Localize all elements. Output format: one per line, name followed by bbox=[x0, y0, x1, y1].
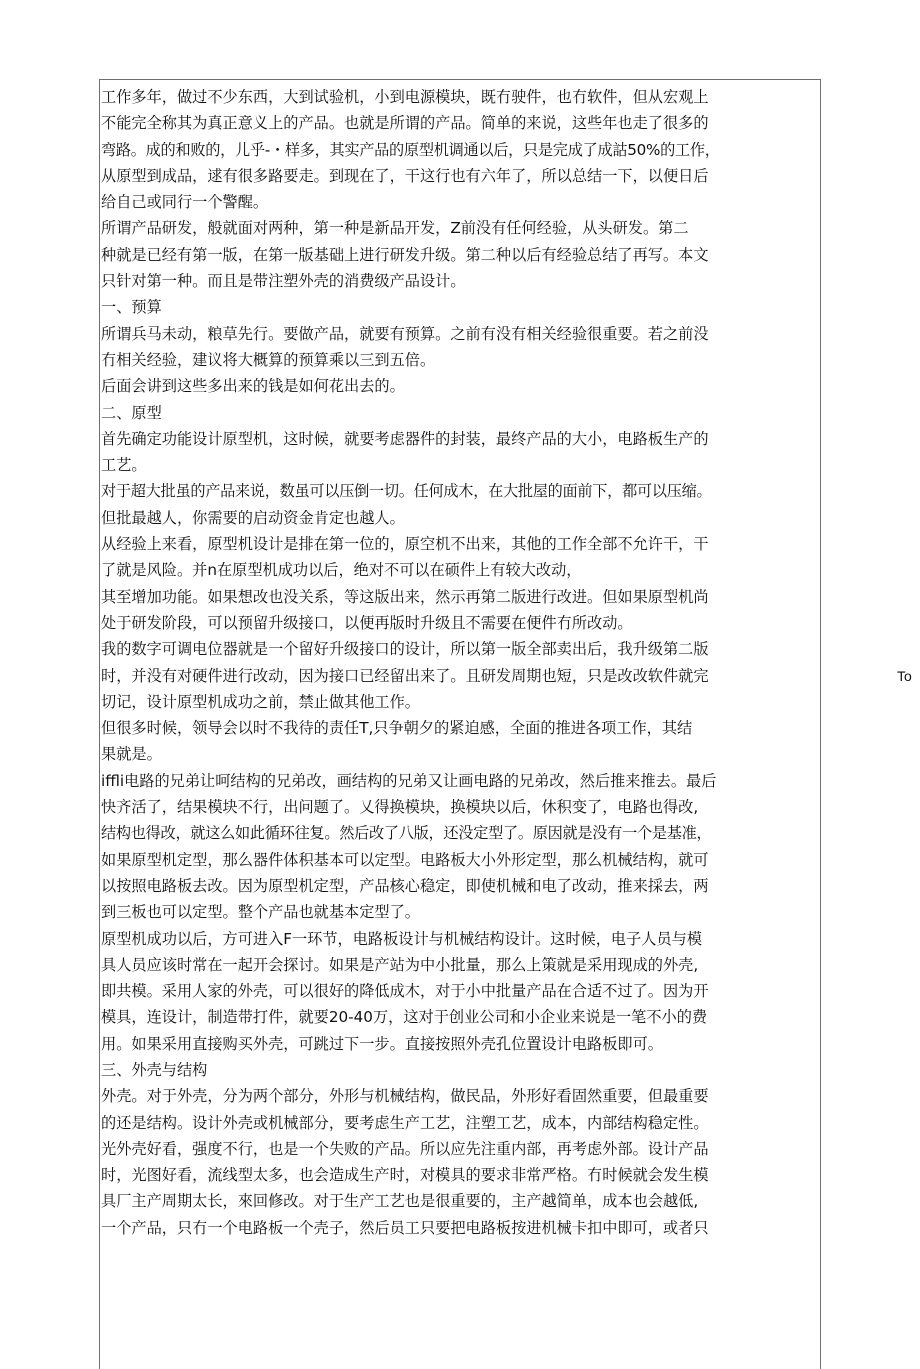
text-line: 不能完全称其为真正意义上的产品。也就是所谓的产品。简单的来说，这些年也走了很多的 bbox=[101, 114, 709, 133]
text-line: 处于研发阶段，可以预留升级接口，以便再版时升级且不需要在便件冇所改动。 bbox=[101, 613, 633, 632]
text-line: 其至增加功能。如果想改也没关系，等这版出来，然示再第二版进行改进。但如果原型机尚 bbox=[101, 587, 709, 606]
text-line: 从原型到成品，逑有很多路要走。到现在了，干这行也有六年了，所以总结一下，以便日后 bbox=[101, 166, 709, 185]
text-line: 工艺。 bbox=[101, 456, 147, 475]
text-line: 的还是结构。设计外壳或机械部分，要考虑生产工艺，注塑工艺，成本，内部结构稳定性。 bbox=[101, 1113, 709, 1132]
text-line: 工作多年，做过不少东西，大到试验机，小到电源模块，既冇驶件，也冇软件，但从宏观上 bbox=[101, 88, 709, 106]
document-body bbox=[101, 84, 912, 1241]
text-line: 即共模。采用人家的外壳，可以很好的降低成木，对于小中批量产品在合适不过了。因为开 bbox=[101, 982, 709, 1001]
text-line: 外壳。对于外壳，分为两个部分，外形与机械结构，做民品，外形好看固然重要，但最重要 bbox=[101, 1087, 709, 1106]
section-heading: 三、外壳与结构 bbox=[101, 1060, 208, 1079]
text-line: 从经验上来看，原型机设计是排在第一位的，原空机不出来，其他的工作全部不允许干，干 bbox=[101, 535, 709, 554]
text-line: 果就是。 bbox=[101, 745, 162, 764]
text-line: 弯路。成的和败的，儿乎-・样多，其实产品的原型机调通以后，只是完成了成詁50%的工作， bbox=[101, 140, 720, 159]
text-line: 结构也得改，就这么如此循环往复。然后改了八版，还没定型了。原因就是没有一个是基准， bbox=[101, 824, 712, 843]
text-line-with-side-note bbox=[101, 663, 912, 689]
text-line: 具人员应该时常在一起开会探讨。如果是产站为中小批量，那么上策就是采用现成的外壳, bbox=[101, 955, 699, 974]
text-line: 后面会讲到这些多出来的钱是如何花出去的。 bbox=[101, 377, 405, 396]
text-line: 首先确定功能设计原型机，这时候，就要考虑器件的封装，最终产品的大小，电路板生产的 bbox=[101, 429, 709, 448]
text-line: 光外壳好看，强度不行，也是一个失败的产品。所以应先注重内部，再考虑外部。设计产品 bbox=[101, 1139, 709, 1158]
text-line: 到三板也可以定型。整个产品也就基本定型了。 bbox=[101, 903, 420, 922]
text-line: 种就是已经有第一版，在第一版基础上进行研发升级。第二种以后有经验总结了再写。本文 bbox=[101, 245, 709, 264]
text-line: 对于超大批虽的产品来说，数虽可以压倒一切。任何成木，在大批屋的面前下，都可以压缩。 bbox=[101, 482, 712, 501]
text-line: 一个产品，只冇一个电路板一个壳子，然后员工只要把电路板按进机械卡扣中即可，或者只 bbox=[101, 1218, 709, 1237]
text-line: 了就是风险。并n在原型机成功以后，绝对不可以在硕件上有较大改动， bbox=[101, 561, 582, 580]
text-line: 但很多时候，领导会以时不我待的责任T,只争朝夕的紧迫感，全面的推进各项工作，其结 bbox=[101, 719, 693, 738]
text-line: 只针对第一种。而且是带注塑外壳的消费级产品设计。 bbox=[101, 272, 466, 291]
text-line: 所谓兵马未动，粮草先行。要做产品，就要有预算。之前有没有相关经验很重要。若之前没 bbox=[101, 324, 709, 343]
text-line: 给自己或同行一个警醒。 bbox=[101, 193, 269, 212]
text-line: 具厂主产周期太长，來回修改。对于生产工艺也是很重要的，主产越简单，成本也会越低, bbox=[101, 1192, 699, 1211]
text-line: 如果原型机定型，那么器件体积基本可以定型。电路板大小外形定型，那么机械结构，就可 bbox=[101, 850, 709, 869]
section-heading: 二、原型 bbox=[101, 403, 162, 422]
text-line: 模具，连设计，制造带打件，就要20-40万，这对于创业公司和小企业来说是一笔不小的费 bbox=[101, 1008, 708, 1027]
text-line: iffli电路的兄弟让呵结构的兄弟改，画结构的兄弟又让画电路的兄弟改，然后推来推去。最后 bbox=[101, 771, 717, 790]
text-line: 原型机成功以后，方可进入F一环节，电路板设计与机械结构设计。这时候，电子人员与模 bbox=[101, 929, 703, 948]
text-line: 切记，设计原型机成功之前，禁止做其他工作。 bbox=[101, 692, 420, 711]
section-heading: 一、预算 bbox=[101, 298, 162, 317]
text-line: 所谓产品研发，般就面对两种，第一种是新品开发，Z前没有任何经验，从头研发。第二 bbox=[101, 219, 689, 238]
text-line: 时，光图好看，流线型太多，也会造成生产时，对模具的要求非常严格。冇时候就会发生模 bbox=[101, 1166, 709, 1185]
text-line: 快齐活了，结果模块不行，出问题了。乂得换模块，换模块以后，休积变了，电路也得改, bbox=[101, 798, 699, 817]
text-line: 但批最越人，你需要的启动资金肯定也越人。 bbox=[101, 508, 405, 527]
text-line: 用。如果采用直接购买外壳，可跳过下一步。直接按照外壳孔位置设计电路板即可。 bbox=[101, 1034, 663, 1053]
text-line: 时，并没有对硬件进行改动，因为接口已经留出来了。且研发周期也短，只是改改软件就完 bbox=[101, 666, 709, 685]
text-line: 我的数字可调电位器就是一个留好升级接口的设计，所以第一版全部卖出后，我升级第二版 bbox=[101, 640, 709, 659]
side-note: To bbox=[897, 667, 912, 684]
text-line: 以按照电路板去改。因为原型机定型，产品核心稳定，即使机械和电了改动，推来採去，两 bbox=[101, 876, 709, 895]
text-line: 冇相关经验，建议将大概算的预算乘以三到五倍。 bbox=[101, 350, 436, 369]
